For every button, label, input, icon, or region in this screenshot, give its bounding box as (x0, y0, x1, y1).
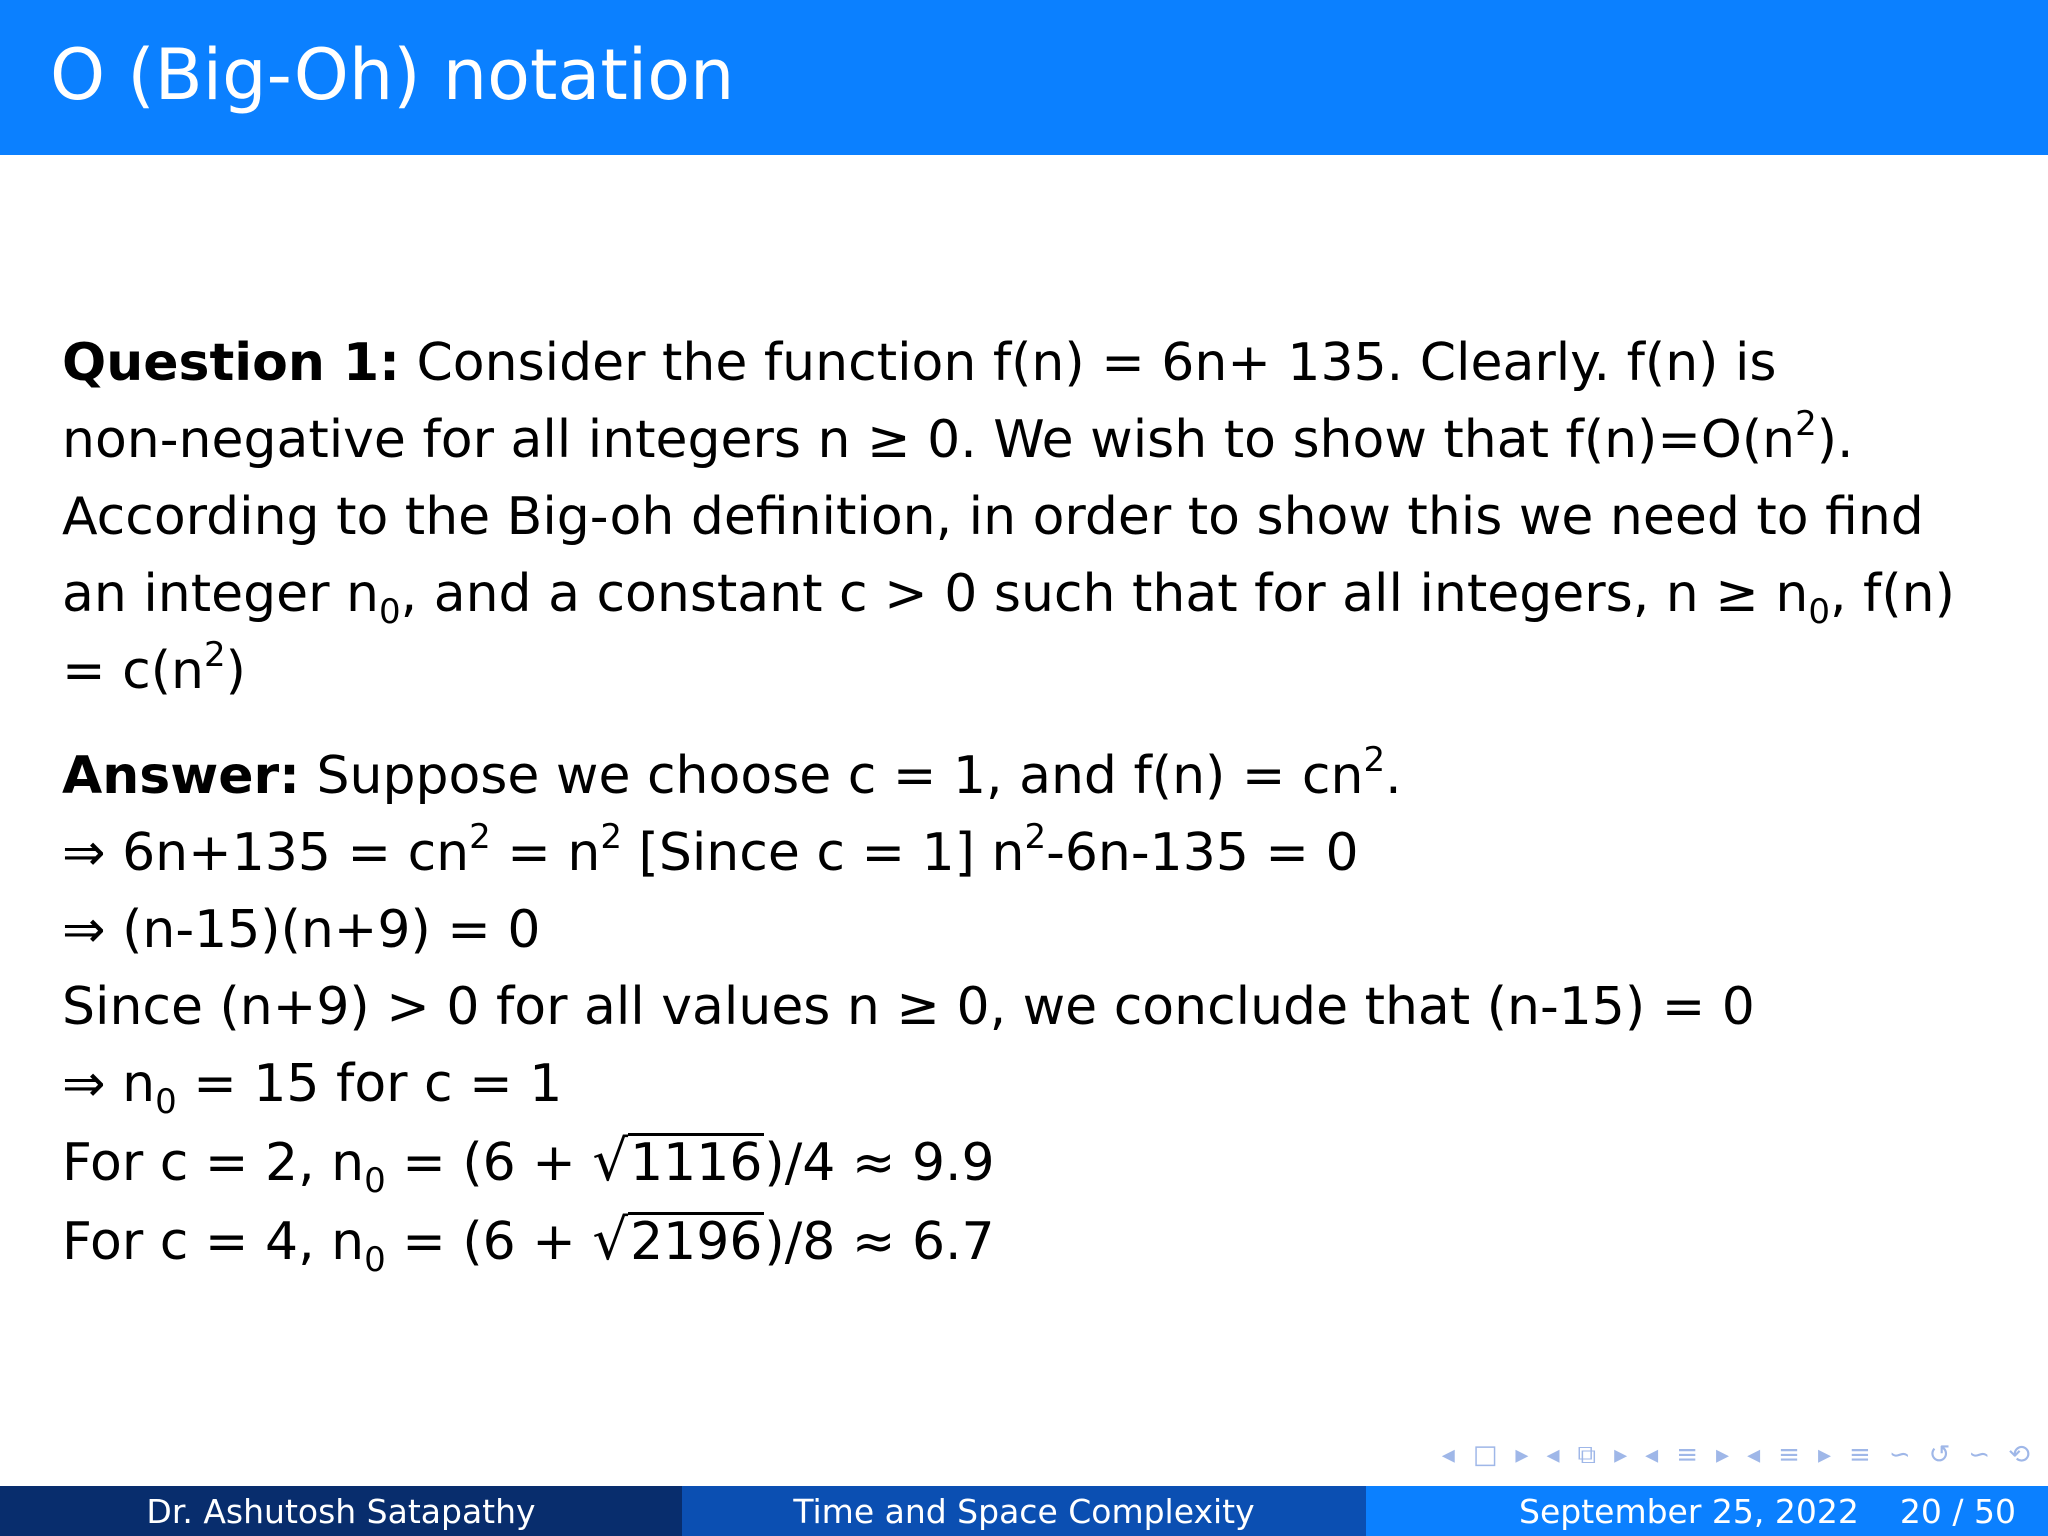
back-icon[interactable]: ∽ (1888, 1440, 1911, 1470)
subsection-icon[interactable]: ≡ (1676, 1440, 1699, 1470)
nav-next-subsection-icon[interactable]: ▸ (1716, 1440, 1730, 1470)
slide-title: O (Big-Oh) notation (50, 34, 735, 116)
forward-icon[interactable]: ∽ (1968, 1440, 1991, 1470)
footer-date: September 25, 2022 (1519, 1491, 1859, 1531)
answer-line-3: ⇒ (n-15)(n+9) = 0 (62, 900, 541, 960)
beamer-navigation-bar (1442, 1440, 2030, 1470)
nav-next-frame-icon[interactable]: ▸ (1515, 1440, 1529, 1470)
sqrt-expression: √2196 (592, 1208, 763, 1273)
refresh-icon[interactable]: ⟲ (2008, 1440, 2030, 1470)
slide-icon[interactable]: ⧉ (1577, 1439, 1597, 1470)
answer-line-7: For c = 4, $n_0 = (6 + √2196)/8 \approx 6.7$ (62, 1202, 2002, 1281)
answer-line-6: For c = 2, $n_0 = (6 + √1116)/4 \approx 9.9$ (62, 1123, 2002, 1202)
answer-block (62, 738, 2002, 1281)
question-line-5: = $c(n^2)$ (62, 635, 246, 701)
footer-topic: Time and Space Complexity (682, 1486, 1366, 1536)
footer-author: Dr. Ashutosh Satapathy (0, 1486, 682, 1536)
answer-line-4: Since (n+9) > 0 for all values n ≥ 0, we conclude that (n-15) = 0 (62, 977, 1755, 1037)
page-number: 20 / 50 (1899, 1491, 2016, 1531)
question-line-2: non-negative for all integers n ≥ 0. We wish to show that $f(n)=O(n^2)$. (62, 404, 1854, 470)
nav-next-slide-icon[interactable]: ▸ (1614, 1440, 1628, 1470)
nav-next-section-icon[interactable]: ▸ (1817, 1440, 1832, 1470)
frame-icon[interactable]: □ (1472, 1440, 1498, 1470)
question-block (62, 325, 2002, 710)
answer-line-5: ⇒ $n_0 = 15$ for c = 1 (62, 1054, 563, 1122)
nav-prev-subsection-icon[interactable]: ◂ (1645, 1440, 1659, 1470)
slide-header (0, 0, 2048, 155)
nav-prev-section-icon[interactable]: ◂ (1747, 1440, 1761, 1470)
answer-line-2: ⇒ $6n+135 = cn^2 = n^2$ [Since c = 1] $n^2-6n-135 = 0$ (62, 817, 1359, 883)
footer-date-page (1366, 1486, 2048, 1536)
nav-prev-slide-icon[interactable]: ◂ (1546, 1440, 1560, 1470)
sqrt-expression: √1116 (592, 1129, 763, 1194)
search-icon[interactable]: ↺ (1928, 1440, 1951, 1470)
slide-body (62, 325, 2002, 1281)
question-line-1: Question 1: Consider the function f(n) = 6n+ 135. Clearly. f(n) is (62, 333, 1777, 393)
section-icon[interactable]: ≡ (1778, 1440, 1800, 1470)
answer-line-1: Answer: Suppose we choose c = 1, and $f(n) = cn^2$. (62, 740, 1402, 806)
answer-label: Answer: (62, 746, 300, 806)
slide-footer (0, 1486, 2048, 1536)
document-icon[interactable]: ≡ (1849, 1440, 1871, 1470)
question-label: Question 1: (62, 333, 400, 393)
nav-prev-frame-icon[interactable]: ◂ (1441, 1440, 1455, 1470)
question-line-3: According to the Big-oh definition, in order to show this we need to find (62, 487, 1924, 547)
question-line-4: an integer $n_0$, and a constant c > 0 such that for all integers, $n \ge n_0$, f(n) (62, 564, 1955, 632)
